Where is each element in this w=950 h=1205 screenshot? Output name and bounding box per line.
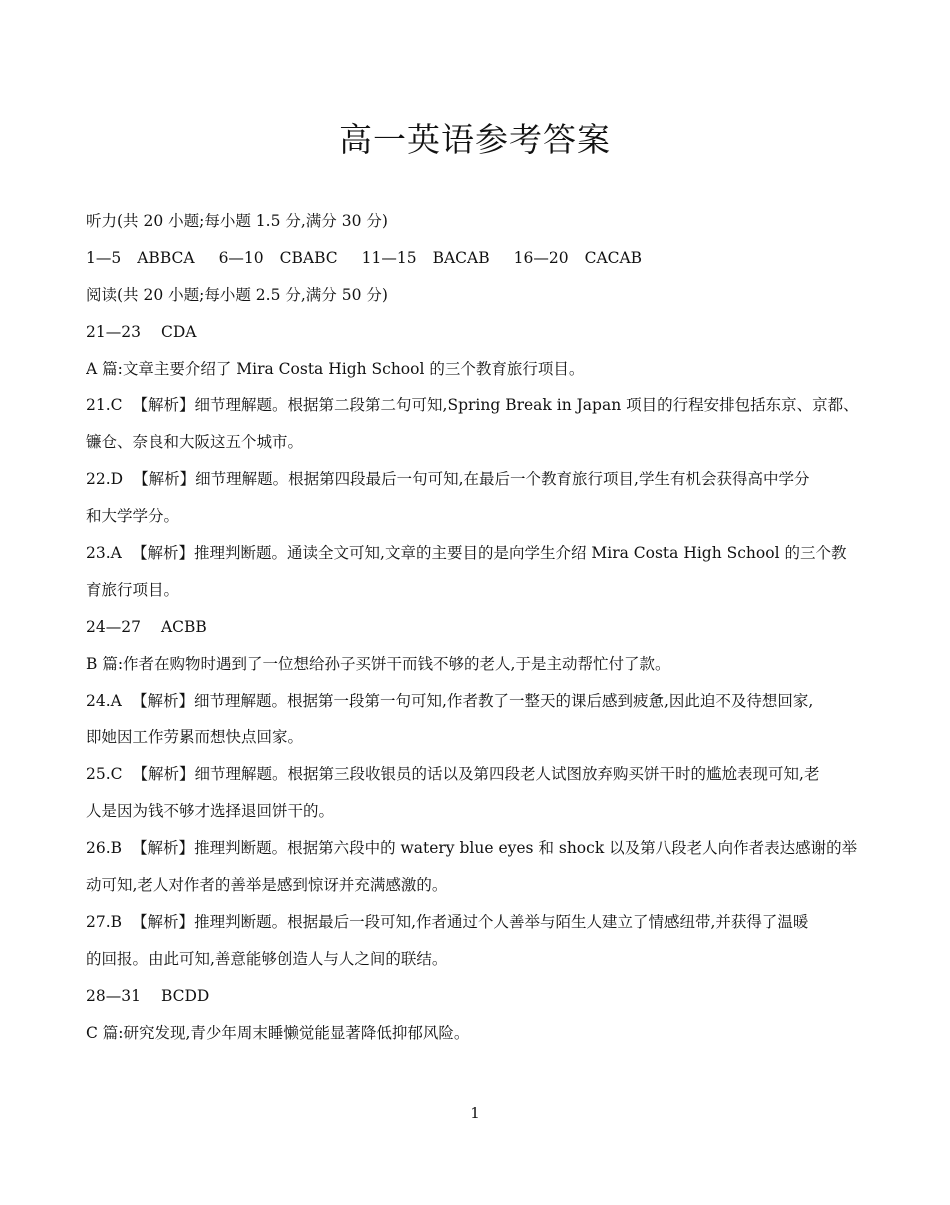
passage-b-answers [86,609,866,646]
answer-group [86,240,219,277]
analysis-tag: 【解析】 [132,839,195,858]
analysis-tag: 【解析】 [133,470,196,489]
explanation-text: 细节理解题。根据第四段最后一句可知,在最后一个教育旅行项目,学生有机会获得高中学分 [195,470,810,489]
answer-range: 1—5 [86,248,122,267]
answer-letters: CBABC [279,248,338,267]
explanation-text: 推理判断题。通读全文可知,文章的主要目的是向学生介绍 Mira Costa High School 的三个教 [194,544,847,563]
explanation-continuation: 动可知,老人对作者的善举是感到惊讶并充满感激的。 [86,876,448,895]
analysis-tag: 【解析】 [132,765,195,784]
answer-group [362,240,514,277]
passage-a-answers [86,314,866,351]
explanation-item [86,904,866,978]
explanation-continuation: 镰仓、奈良和大阪这五个城市。 [86,433,304,452]
answer-letters: CACAB [584,248,643,267]
question-number: 25.C [86,765,123,784]
explanation-text: 推理判断题。根据第六段中的 watery blue eyes 和 shock 以及第八段老人向作者表达感谢的举 [194,839,858,858]
explanation-text: 细节理解题。根据第三段收银员的话以及第四段老人试图放弃购买饼干时的尴尬表现可知,老 [194,765,820,784]
answer-letters: CDA [160,322,197,341]
document-body [86,203,866,1051]
explanation-line [86,683,866,720]
answer-letters: ABBCA [137,248,195,267]
page-title: 高一英语参考答案 [339,120,611,159]
answer-letters: ACBB [160,617,207,636]
question-number: 22.D [86,470,124,489]
explanation-text: 推理判断题。根据最后一段可知,作者通过个人善举与陌生人建立了情感纽带,并获得了温暖 [194,912,809,931]
answer-range: 6—10 [218,248,264,267]
explanation-continuation: 即她因工作劳累而想快点回家。 [86,728,304,747]
analysis-tag: 【解析】 [132,912,195,931]
explanation-line [86,830,866,867]
page-number: 1 [470,1104,480,1122]
analysis-tag: 【解析】 [132,544,195,563]
answer-range: 21—23 [86,322,141,341]
answer-group [514,240,642,277]
reading-heading: 阅读(共 20 小题;每小题 2.5 分,满分 50 分) [86,285,388,304]
explanation-item [86,535,866,609]
explanation-line [86,387,866,424]
answer-range: 24—27 [86,617,141,636]
explanation-continuation: 育旅行项目。 [86,580,180,599]
explanation-item [86,756,866,830]
explanation-continuation: 和大学学分。 [86,507,180,526]
explanation-item [86,387,866,461]
passage-a-summary: A 篇:文章主要介绍了 Mira Costa High School 的三个教育旅行项目。 [86,359,585,378]
passage-b-summary: B 篇:作者在购物时遇到了一位想给孙子买饼干而钱不够的老人,于是主动帮忙付了款。 [86,654,671,673]
explanation-text: 细节理解题。根据第一段第一句可知,作者教了一整天的课后感到疲惫,因此迫不及待想回家, [194,691,814,710]
question-number: 27.B [86,912,123,931]
answer-letters: BCDD [160,986,210,1005]
explanation-text: 细节理解题。根据第二段第二句可知,Spring Break in Japan 项目的行程安排包括东京、京都、 [194,396,859,415]
explanation-line [86,535,866,572]
explanation-item [86,461,866,535]
explanation-line [86,904,866,941]
listening-heading: 听力(共 20 小题;每小题 1.5 分,满分 30 分) [86,212,388,230]
answer-group [219,240,362,277]
analysis-tag: 【解析】 [132,396,195,415]
explanation-line [86,461,866,498]
explanation-continuation: 的回报。由此可知,善意能够创造人与人之间的联结。 [86,949,448,968]
question-number: 26.B [86,839,123,858]
answer-letters: BACAB [432,248,490,267]
passage-c-answers [86,978,866,1015]
passage-c-summary: C 篇:研究发现,青少年周末睡懒觉能显著降低抑郁风险。 [86,1023,470,1042]
analysis-tag: 【解析】 [132,691,195,710]
answer-range: 28—31 [86,986,141,1005]
answer-range: 16—20 [513,248,569,267]
explanation-continuation: 人是因为钱不够才选择退回饼干的。 [86,802,335,821]
answer-range: 11—15 [361,248,417,267]
question-number: 23.A [86,544,122,563]
explanation-line [86,756,866,793]
question-number: 21.C [86,396,123,415]
explanation-item [86,683,866,757]
question-number: 24.A [86,691,122,710]
explanation-item [86,830,866,904]
listening-answers [86,240,866,277]
